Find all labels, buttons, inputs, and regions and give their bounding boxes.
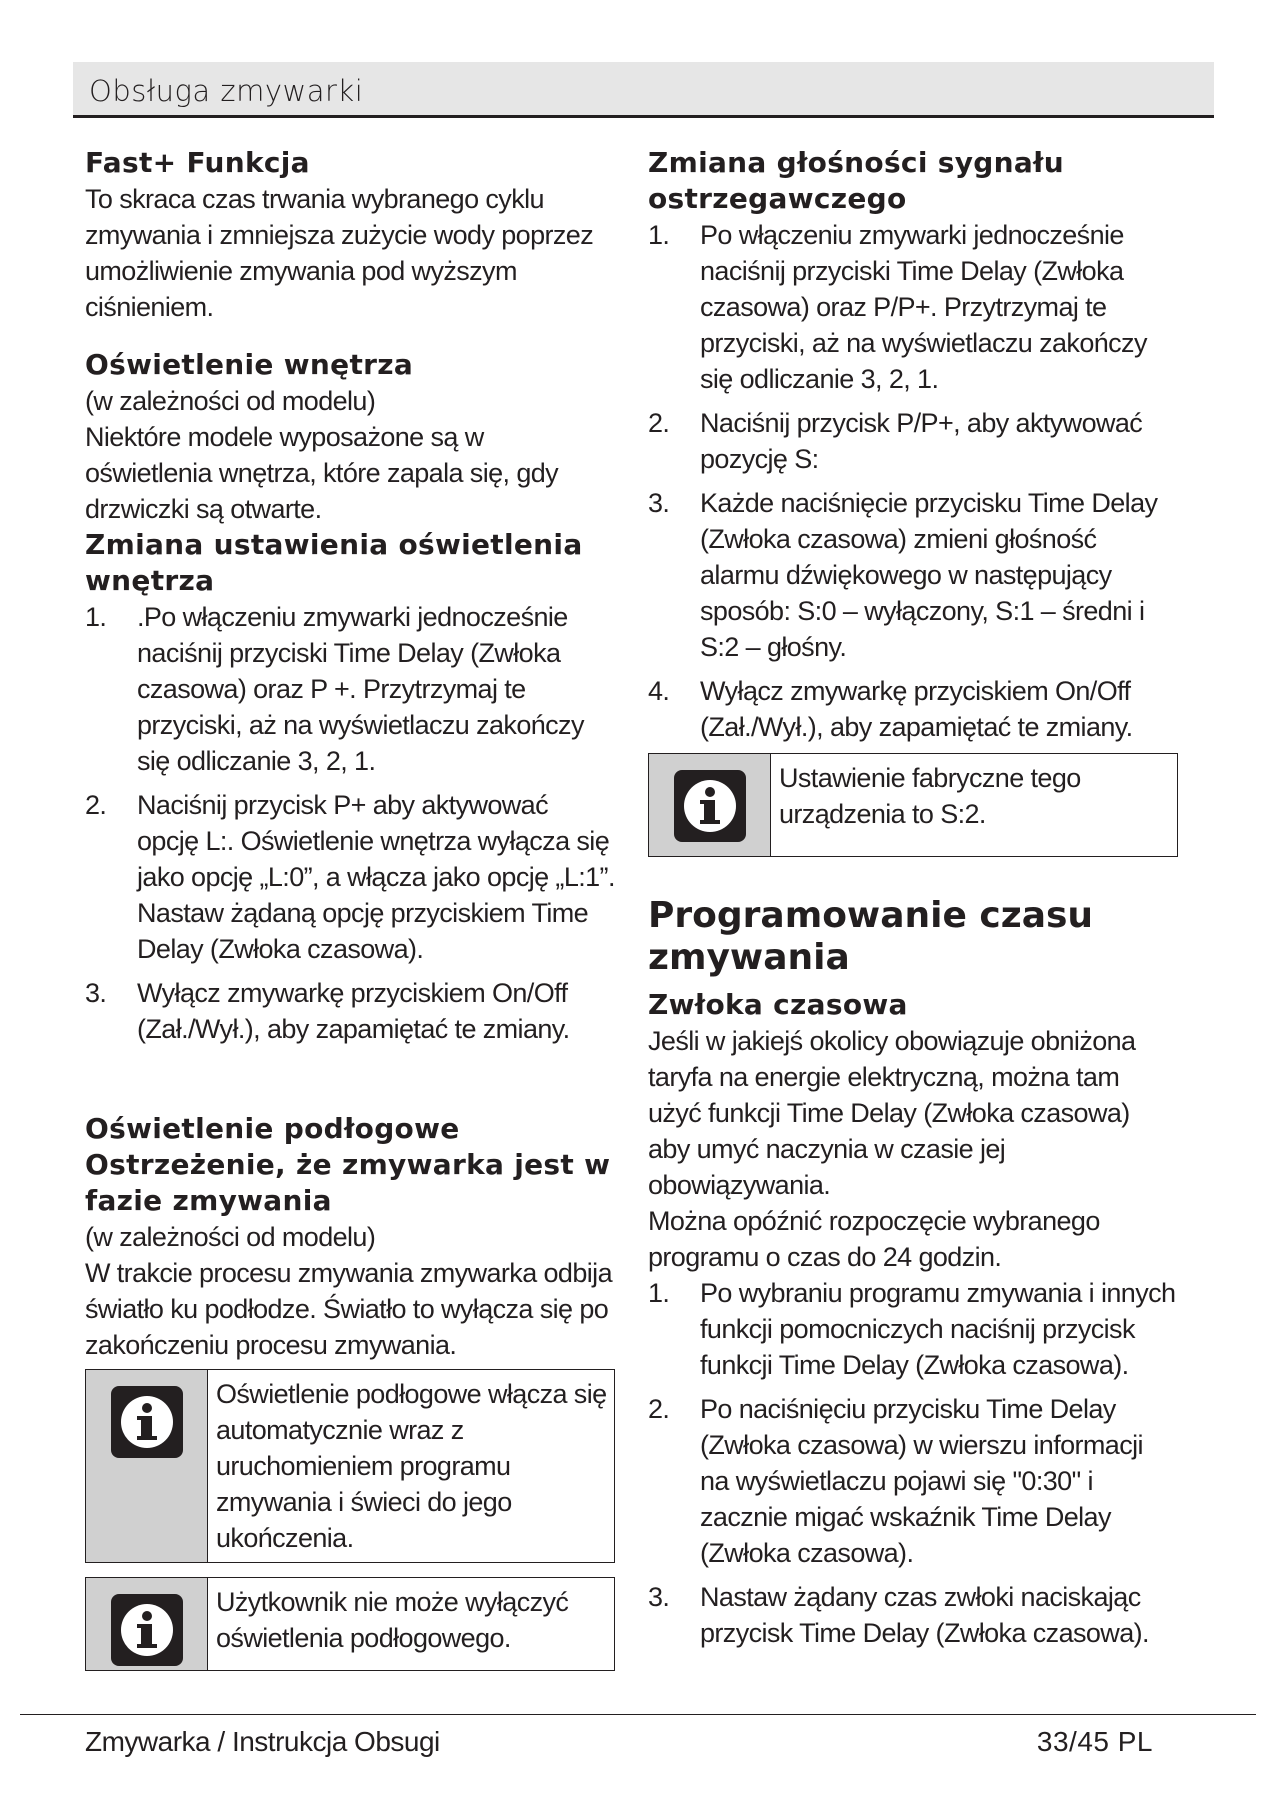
list-item: [648, 1579, 1178, 1651]
right-column: [648, 145, 1178, 1659]
list-item: [648, 673, 1178, 745]
step-number: 3.: [648, 488, 670, 518]
step-number: 2.: [648, 408, 670, 438]
info-text: Ustawienie fabryczne tego urządzenia to S:2.: [779, 763, 1081, 829]
header-title: Obsługa zmywarki: [89, 74, 364, 108]
step-text: Naciśnij przycisk P+ aby aktywować opcję L:. Oświetlenie wnętrza wyłącza się jako opcję „L:0”, a włącza jako opcję „L:1”. Nastaw żądaną opcję przyciskiem Time Delay (Zwłoka czasowa).: [137, 790, 615, 964]
step-number: 1.: [648, 1278, 670, 1308]
volume-steps: [648, 217, 1178, 745]
info-box-floor-auto: [85, 1369, 615, 1563]
volume-heading: Zmiana głośności sygnału ostrzegawczego: [648, 146, 1064, 215]
lighting-text: Niektóre modele wyposażone są w oświetlenia wnętrza, które zapala się, gdy drzwiczki są otwarte.: [85, 422, 559, 524]
list-item: [648, 1391, 1178, 1571]
list-item: [85, 975, 615, 1047]
step-number: 2.: [85, 790, 107, 820]
delay-steps: [648, 1275, 1178, 1651]
step-text: Naciśnij przycisk P/P+, aby aktywować pozycję S:: [700, 408, 1143, 474]
info-box-factory-setting: [648, 753, 1178, 857]
delay-text-1: Jeśli w jakiejś okolicy obowiązuje obniżona taryfa na energie elektryczną, można tam użyć funkcji Time Delay (Zwłoka czasowa) aby umyć naczynia w czasie jej obowiązywania.: [648, 1026, 1136, 1200]
step-text: .Po włączeniu zmywarki jednocześnie naciśnij przyciski Time Delay (Zwłoka czasowa) oraz P +. Przytrzymaj te przyciski, aż na wyświetlaczu zakończy się odliczanie 3, 2, 1.: [137, 602, 584, 776]
list-item: [648, 1275, 1178, 1383]
step-text: Wyłącz zmywarkę przyciskiem On/Off (Zał./Wył.), aby zapamiętać te zmiany.: [700, 676, 1133, 742]
programming-heading: Programowanie czasu zmywania: [648, 895, 1094, 978]
change-lighting-steps: [85, 599, 615, 1047]
info-icon: [674, 770, 746, 842]
step-text: Po naciśnięciu przycisku Time Delay (Zwłoka czasowa) w wierszu informacji na wyświetlaczu pojawi się "0:30" i zacznie migać wskaźnik Time Delay (Zwłoka czasowa).: [700, 1394, 1143, 1568]
step-text: Po wybraniu programu zmywania i innych funkcji pomocniczych naciśnij przycisk funkcji Time Delay (Zwłoka czasowa).: [700, 1278, 1176, 1380]
fast-heading: Fast+ Funkcja: [85, 146, 310, 179]
step-text: Po włączeniu zmywarki jednocześnie naciśnij przyciski Time Delay (Zwłoka czasowa) oraz P/P+. Przytrzymaj te przyciski, aż na wyświetlaczu zakończy się odliczanie 3, 2, 1.: [700, 220, 1147, 394]
footer-divider: [20, 1714, 1256, 1715]
step-number: 4.: [648, 676, 670, 706]
floor-model: (w zależności od modelu): [85, 1222, 376, 1252]
list-item: [85, 787, 615, 967]
step-number: 3.: [648, 1582, 670, 1612]
fast-text: To skraca czas trwania wybranego cyklu zmywania i zmniejsza zużycie wody poprzez umożliwienie zmywania pod wyższym ciśnieniem.: [85, 184, 594, 322]
info-icon: [111, 1594, 183, 1666]
left-column: [85, 145, 615, 1671]
step-number: 1.: [85, 602, 107, 632]
change-lighting-heading: Zmiana ustawienia oświetlenia wnętrza: [85, 528, 583, 597]
lighting-model: (w zależności od modelu): [85, 386, 376, 416]
step-text: Nastaw żądany czas zwłoki naciskając przycisk Time Delay (Zwłoka czasowa).: [700, 1582, 1149, 1648]
step-number: 1.: [648, 220, 670, 250]
list-item: [648, 405, 1178, 477]
info-box-floor-cannot-disable: [85, 1577, 615, 1671]
list-item: [85, 599, 615, 779]
step-text: Każde naciśnięcie przycisku Time Delay (Zwłoka czasowa) zmieni głośność alarmu dźwiękowego w następujący sposób: S:0 – wyłączony, S:1 – średni i S:2 – głośny.: [700, 488, 1158, 662]
list-item: [648, 485, 1178, 665]
footer-manual-title: Zmywarka / Instrukcja Obsugi: [85, 1726, 440, 1757]
delay-subheading: Zwłoka czasowa: [648, 988, 908, 1021]
step-text: Wyłącz zmywarkę przyciskiem On/Off (Zał./Wył.), aby zapamiętać te zmiany.: [137, 978, 570, 1044]
info-icon: [111, 1386, 183, 1458]
page-header: [73, 62, 1214, 118]
footer-page-number: 33/45 PL: [1036, 1726, 1153, 1757]
info-text: Użytkownik nie może wyłączyć oświetlenia podłogowego.: [216, 1587, 569, 1653]
step-number: 3.: [85, 978, 107, 1008]
list-item: [648, 217, 1178, 397]
lighting-heading: Oświetlenie wnętrza: [85, 348, 414, 381]
floor-heading: Oświetlenie podłogowe Ostrzeżenie, że zmywarka jest w fazie zmywania: [85, 1112, 611, 1217]
delay-text-2: Można opóźnić rozpoczęcie wybranego programu o czas do 24 godzin.: [648, 1206, 1100, 1272]
info-text: Oświetlenie podłogowe włącza się automatycznie wraz z uruchomieniem programu zmywania i świeci do jego ukończenia.: [216, 1379, 607, 1553]
step-number: 2.: [648, 1394, 670, 1424]
floor-text: W trakcie procesu zmywania zmywarka odbija światło ku podłodze. Światło to wyłącza się po zakończeniu procesu zmywania.: [85, 1258, 612, 1360]
